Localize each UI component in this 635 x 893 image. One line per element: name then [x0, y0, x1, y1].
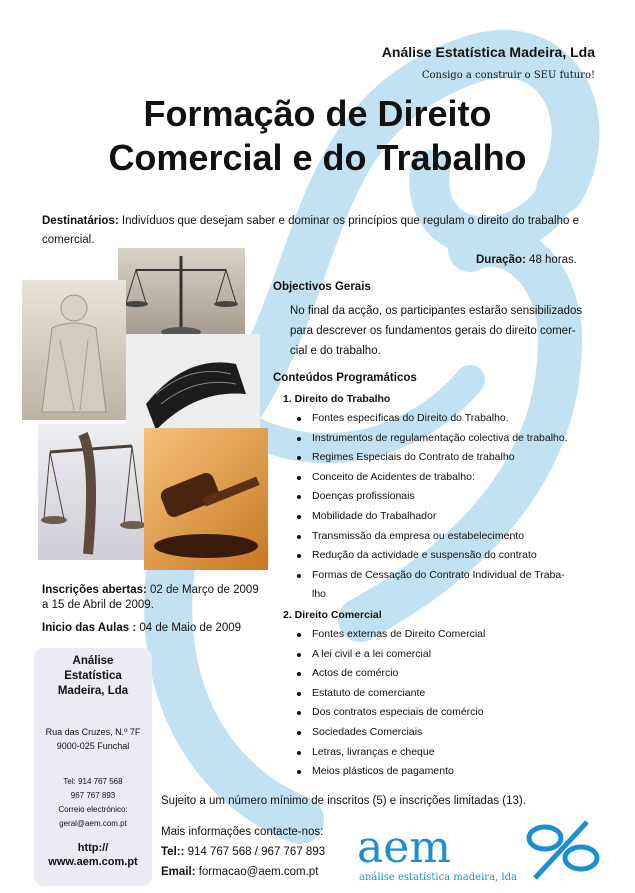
objectivos-line: No final da acção, os participantes estarão sensibilizados [290, 305, 583, 317]
card-address-line: Rua das Cruzes, N.º 7F [45, 727, 141, 737]
inicio-date: 04 de Maio de 2009 [136, 622, 242, 634]
list-item: Actos de comércio [293, 664, 603, 684]
card-web-line: www.aem.com.pt [48, 856, 138, 868]
section-direito-comercial-title: 2. Direito Comercial [283, 609, 382, 621]
destinatarios-text: Indivíduos que desejam saber e dominar os princípios que regulam o direito do trabalho e comercial. [42, 215, 579, 246]
card-name-line: Estatística [64, 670, 122, 682]
list-item: Estatuto de comerciante [293, 684, 603, 704]
list-item: Transmissão da empresa ou estabelecimento [293, 527, 603, 547]
contact-card [34, 648, 152, 886]
list-item: Formas de Cessação do Contrato Individual de Traba- [293, 566, 603, 586]
objectivos-title: Objectivos Gerais [273, 281, 371, 293]
list-item: Dos contratos especiais de comércio [293, 703, 603, 723]
inscricoes-end: a 15 de Abril de 2009. [42, 599, 154, 611]
tel-label: Tel:: [161, 846, 185, 858]
card-name-line: Análise [72, 655, 114, 667]
list-item: Redução da actividade e suspensão do contrato [293, 546, 603, 566]
scales-of-justice-photo [118, 248, 245, 336]
direito-comercial-list [293, 625, 603, 782]
objectivos-text [290, 301, 600, 361]
list-item: Regimes Especiais do Contrato de trabalho [293, 448, 603, 468]
duracao-value: 48 horas. [529, 254, 577, 266]
justice-statue-photo [22, 280, 126, 420]
slogan: Consigo a construir o SEU futuro! [421, 70, 595, 81]
open-book-photo [126, 334, 260, 438]
card-name-line: Madeira, Lda [57, 685, 129, 697]
logo-tagline: análise estatística madeira, lda [359, 872, 517, 883]
judge-gavel-photo [144, 428, 268, 570]
list-item-continuation: lho [312, 588, 327, 600]
more-info-tel [161, 842, 325, 862]
section-direito-trabalho-title: 1. Direito do Trabalho [283, 393, 391, 405]
conteudos-title: Conteúdos Programáticos [273, 372, 417, 384]
company-name: Análise Estatística Madeira, Lda [381, 44, 595, 60]
objectivos-line: para descrever os fundamentos gerais do direito comer- [290, 325, 576, 337]
inscricoes-label: Inscrições abertas: [42, 584, 147, 596]
more-info [161, 822, 325, 882]
card-address [34, 725, 152, 753]
list-item: Letras, livranças e cheque [293, 743, 603, 763]
list-item: Fontes externas de Direito Comercial [293, 625, 603, 645]
card-company-name [34, 654, 152, 699]
duracao-label: Duração: [475, 254, 526, 266]
card-phone: Tel: 914 767 568 [63, 777, 123, 786]
list-item: Meios plásticos de pagamento [293, 762, 603, 782]
card-phone-2: 967 767 893 [70, 791, 116, 800]
inicio-aulas [42, 622, 241, 634]
inscricoes-info [42, 583, 272, 613]
logo-text: aem [357, 822, 451, 873]
email-value[interactable]: formacao@aem.com.pt [195, 866, 319, 878]
more-info-intro: Mais informações contacte-nos: [161, 826, 324, 838]
list-item: Sociedades Comerciais [293, 723, 603, 743]
aem-logo [355, 816, 605, 888]
list-item: Mobilidade do Trabalhador [293, 507, 603, 527]
duracao [476, 254, 577, 266]
card-email[interactable]: geral@aem.com.pt [59, 819, 127, 828]
email-label: Email: [161, 866, 196, 878]
inicio-label: Inicio das Aulas : [42, 622, 137, 634]
list-item: Instrumentos de regulamentação colectiva de trabalho. [293, 429, 603, 449]
list-item: A lei civil e a lei comercial [293, 645, 603, 665]
list-item: Fontes específicas do Direito do Trabalho. [293, 409, 603, 429]
card-address-line: 9000-025 Funchal [56, 741, 130, 751]
title-line-1: Formação de Direito [143, 93, 492, 134]
title-line-2: Comercial e do Trabalho [108, 137, 527, 178]
list-item: Doenças profissionais [293, 487, 603, 507]
objectivos-line: cial e do trabalho. [290, 345, 381, 357]
more-info-email [161, 862, 325, 882]
inscricoes-start: 02 de Março de 2009 [146, 584, 259, 596]
card-contacts [34, 775, 152, 831]
card-web-line: http:// [77, 842, 109, 854]
tel-value: 914 767 568 / 967 767 893 [184, 846, 326, 858]
direito-trabalho-list [293, 409, 603, 585]
destinatarios-paragraph [42, 212, 602, 250]
logo-symbol-icon [529, 822, 597, 878]
sujeito-note: Sujeito a um número mínimo de inscritos (5) e inscrições limitadas (13). [161, 795, 526, 807]
destinatarios-label: Destinatários: [42, 215, 119, 227]
hand-holding-scales-photo [38, 424, 144, 560]
page-title [20, 92, 615, 180]
card-email-label: Correio electrónico: [58, 805, 128, 814]
list-item: Conceito de Acidentes de trabalho: [293, 468, 603, 488]
card-website[interactable] [34, 841, 152, 869]
